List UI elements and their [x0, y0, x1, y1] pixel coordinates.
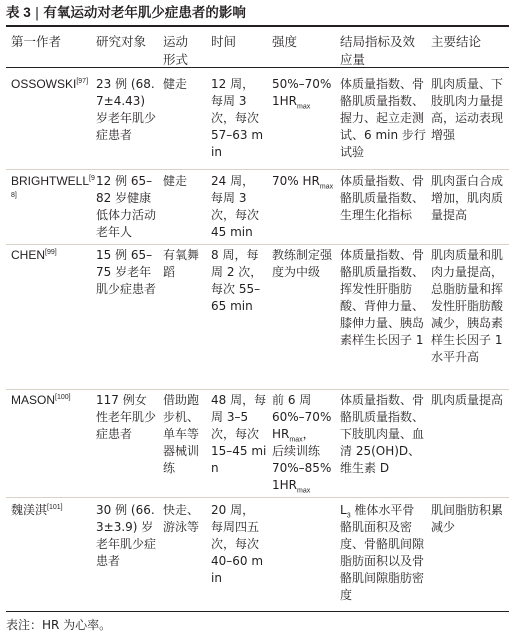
reference-mark: [97] — [76, 78, 89, 85]
form-cell: 快走、游泳等 — [163, 503, 200, 534]
time-cell: 24 周，每周 3 次，每次 45 min — [211, 174, 260, 239]
outcome-subscript: 3 — [346, 512, 351, 520]
intensity-cell — [272, 173, 334, 190]
intensity-line: 前 6 周 — [272, 393, 312, 407]
intensity-line: 60%–70% — [272, 410, 332, 424]
subject-cell: 23 例 (68.7±4.43) 岁老年肌少症患者 — [96, 77, 157, 142]
author-name: OSSOWSKI — [11, 77, 77, 91]
table-row — [11, 392, 95, 409]
outcome-cell — [340, 502, 426, 604]
subject-cell: 117 例女性老年肌少症患者 — [96, 393, 157, 441]
intensity-comma: ， — [302, 427, 315, 441]
time-cell: 48 周，每周 3–5 次，每次 15–45 min — [211, 393, 267, 475]
form-cell: 健走 — [163, 174, 188, 188]
author-name: MASON — [11, 393, 56, 407]
table-row — [11, 502, 95, 519]
header-intensity: 强度 — [272, 34, 298, 49]
row-divider — [6, 389, 509, 390]
form-cell: 有氧舞蹈 — [163, 248, 200, 279]
time-cell: 12 周，每周 3 次，每次 57–63 min — [211, 77, 264, 159]
reference-mark: [101] — [47, 504, 63, 511]
table-row — [11, 247, 95, 264]
subject-cell: 30 例 (66.3±3.9) 岁老年肌少症患者 — [96, 503, 157, 568]
intensity-subscript: max — [297, 487, 311, 495]
intensity-line — [272, 426, 336, 443]
intensity-hr: HR — [272, 427, 290, 441]
reference-mark: [99] — [45, 249, 57, 256]
table-caption: 有氧运动对老年肌少症患者的影响 — [43, 5, 246, 21]
intensity-subscript: max — [297, 103, 311, 111]
reference-mark: [100] — [55, 394, 71, 401]
outcome-text: 椎体水平骨骼肌面积及密度、骨骼肌间隙脂肪面积以及骨骼肌间隙脂肪密度 — [340, 503, 425, 602]
title-separator: | — [34, 5, 40, 21]
header-author: 第一作者 — [11, 34, 62, 49]
bottom-rule — [6, 611, 509, 612]
header-subject: 研究对象 — [96, 34, 147, 49]
table-row — [11, 76, 95, 93]
form-cell: 借助跑步机、单车等器械训练 — [163, 393, 200, 475]
table-title — [6, 3, 506, 23]
intensity-line: 70%–85% — [272, 461, 332, 475]
intensity-cell: 教练制定强度为中级 — [272, 248, 333, 279]
conclusion-cell: 肌间脂肪积累减少 — [431, 503, 504, 534]
conclusion-cell: 肌肉质量、下肢肌肉力量提高，运动表现增强 — [431, 77, 504, 142]
row-divider — [6, 244, 509, 245]
intensity-cell — [272, 392, 336, 494]
author-name: BRIGHTWELL — [11, 174, 90, 188]
header-conclusion: 主要结论 — [431, 34, 482, 49]
intensity-value: 70% HR — [272, 174, 320, 188]
table-note: 表注：HR 为心率。 — [6, 618, 112, 632]
subject-cell: 12 例 65–82 岁健康低体力活动老年人 — [96, 174, 157, 239]
outcome-cell: 体质量指数、骨骼肌质量指数、握力、起立走测试、6 min 步行试验 — [340, 77, 426, 159]
outcome-cell: 体质量指数、骨骼肌质量指数、下肢肌肉量、血清 25(OH)D、维生素 D — [340, 393, 425, 475]
subject-cell: 15 例 65–75 岁老年肌少症患者 — [96, 248, 157, 296]
intensity-subscript: max — [319, 183, 334, 191]
conclusion-cell: 肌肉蛋白合成增加，肌肉质量提高 — [431, 174, 504, 222]
intensity-line: 后续训练 — [272, 444, 321, 458]
outcome-cell: 体质量指数、骨骼肌质量指数、生理生化指标 — [340, 174, 425, 222]
header-form: 运动形式 — [163, 34, 189, 67]
reference-mark: [98] — [11, 175, 95, 199]
intensity-line — [272, 477, 336, 494]
header-outcome: 结局指标及效应量 — [340, 34, 416, 67]
intensity-value: 50%–70% 1HR — [272, 77, 332, 108]
row-divider — [6, 497, 509, 498]
intensity-subscript: max — [289, 436, 303, 444]
table-row — [11, 173, 95, 207]
intensity-cell — [272, 76, 334, 110]
row-divider — [6, 169, 509, 170]
outcome-cell: 体质量指数、骨骼肌质量指数、挥发性肝脂肪酸、背伸力量、膝伸力量、胰岛素样生长因子 1 — [340, 248, 425, 347]
intensity-hr: 1HR — [272, 478, 297, 492]
top-rule — [6, 25, 509, 27]
time-cell: 8 周，每周 2 次，每次 55–65 min — [211, 248, 263, 313]
conclusion-cell: 肌肉质量和肌肉力量提高，总脂肪量和挥发性肝脂肪酸减少，胰岛素样生长因子 1 水平升高 — [431, 248, 504, 364]
time-cell: 20 周，每周四五次，每次 40–60 min — [211, 503, 264, 585]
form-cell: 健走 — [163, 77, 188, 91]
author-name: 魏渼淇 — [11, 503, 48, 517]
conclusion-cell: 肌肉质量提高 — [431, 393, 504, 407]
header-time: 时间 — [211, 34, 237, 49]
header-rule — [6, 67, 509, 68]
outcome-prefix: L — [340, 503, 347, 517]
author-name: CHEN — [11, 248, 46, 262]
table-number: 表 3 — [6, 5, 31, 20]
